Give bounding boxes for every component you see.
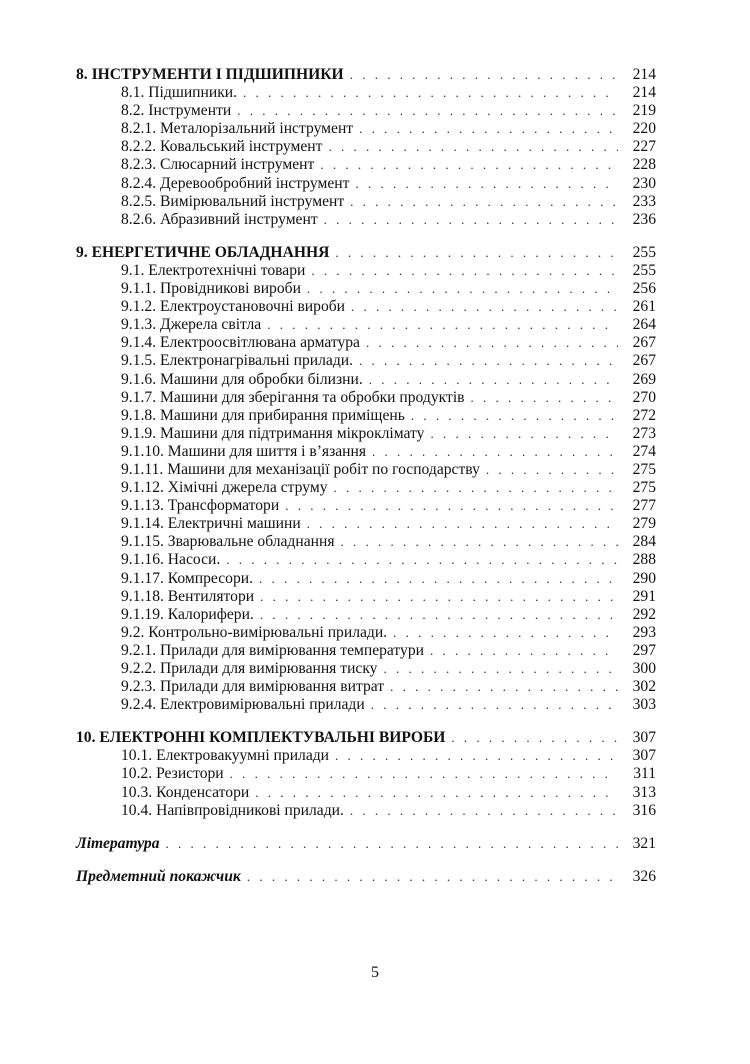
toc-entry-title: 9.1.6. Машини для обробки білизни. [121,370,363,388]
toc-entry [76,211,656,229]
toc-entry-page: 264 [632,316,656,334]
dot-leader [350,802,618,820]
toc-entry-title: 8. ІНСТРУМЕНТИ І ПІДШИПНИКИ [76,66,344,83]
toc-entry-page: 284 [632,533,656,551]
dot-leader [260,606,618,624]
dot-leader [285,497,618,515]
dot-leader [372,443,618,461]
toc-entry-title: Література [76,834,160,852]
toc-entry-page: 220 [632,120,656,138]
dot-leader [355,175,618,193]
toc-entry [76,298,656,316]
toc-literature [76,835,656,853]
toc-entry [76,551,656,569]
toc-entry-page: 307 [632,729,656,747]
dot-leader [259,570,618,588]
toc-entry-page: 274 [632,442,656,460]
toc-entry-page: 214 [632,84,656,102]
toc-entry-title: 8.2.3. Слюсарний інструмент [121,156,315,174]
toc-entry-title: 9.2.2. Прилади для вимірювання тиску [121,660,378,677]
dot-leader [311,262,618,280]
dot-leader [335,747,618,765]
dot-leader [247,868,618,886]
toc-entry [76,497,656,515]
toc-entry [76,334,656,352]
toc-entry [76,280,656,298]
toc-entry [76,102,656,120]
toc-entry [76,570,656,588]
toc-entry [76,642,656,660]
toc-entry [76,802,656,820]
toc-entry-page: 267 [632,334,656,352]
toc-entry-page: 219 [632,102,656,120]
toc-entry-title: 10.2. Резистори [121,765,224,783]
toc-entry-page: 233 [632,192,656,210]
dot-leader [243,84,618,102]
dot-leader [451,729,618,747]
toc-entry-title: 9.2. Контрольно-вимірювальні прилади. [121,623,388,641]
toc-entry-title: 9.1.5. Електронагрівальні прилади. [121,352,354,370]
toc-entry-title: 8.2.5. Вимірювальний інструмент [121,192,345,210]
toc-entry-title: 9.1.19. Калорифери. [121,605,254,623]
toc-entry-page: 293 [632,623,656,641]
dot-leader [430,425,618,443]
dot-leader [359,352,618,370]
dot-leader [320,156,618,174]
toc-entry-title: 9.1.3. Джерела світла [121,316,262,334]
toc-entry-title: 8.2. Інструменти [121,102,232,120]
toc-entry [76,443,656,461]
toc-entry [76,193,656,211]
dot-leader [307,515,618,533]
toc-chapter-9 [76,244,656,262]
toc-entry-title: 10.1. Електровакуумні прилади [121,747,330,765]
toc-entry-title: 9.1.2. Електроустановочні вироби [121,298,346,316]
toc-entry-title: 10.4. Напівпровідникові прилади. [121,801,344,819]
toc-entry-title: 10.3. Конденсатори [121,783,250,801]
toc-chapter-10 [76,729,656,747]
toc-entry-page: 303 [632,696,656,714]
toc-entry-page: 272 [632,406,656,424]
toc-entry [76,784,656,802]
toc-entry-page: 302 [632,678,656,696]
toc-entry [76,138,656,156]
toc-entry-title: Предметний покажчик [76,867,241,885]
dot-leader [260,588,618,606]
toc-entry [76,696,656,714]
toc-entry-title: 10. ЕЛЕКТРОННІ КОМПЛЕКТУВАЛЬНІ ВИРОБИ [76,729,446,747]
toc-entry-page: 236 [632,210,656,228]
dot-leader [267,316,618,334]
dot-leader [383,660,618,678]
toc-entry-page: 214 [632,66,656,83]
toc-entry [76,479,656,497]
toc-entry-title: 9.1.9. Машини для підтримання мікроклімату [121,424,425,442]
dot-leader [166,835,618,853]
toc-entry-page: 313 [632,783,656,801]
dot-leader [335,244,618,262]
dot-leader [393,624,618,642]
dot-leader [350,193,618,211]
toc-entry [76,533,656,551]
dot-leader [366,334,618,352]
toc-entry-title: 9.1.7. Машини для зберігання та обробки продуктів [121,388,465,406]
toc-entry-title: 8.2.6. Абразивний інструмент [121,210,318,228]
toc-entry [76,606,656,624]
toc-entry-page: 255 [632,261,656,279]
toc-entry-page: 311 [633,765,656,783]
toc-entry-title: 9.1.1. Провідникові вироби [121,280,301,298]
toc-entry [76,747,656,765]
toc-entry-page: 275 [632,479,656,497]
toc-entry-page: 230 [632,174,656,192]
toc-entry-title: 8.2.1. Металорізальний інструмент [121,120,354,138]
dot-leader [351,298,618,316]
toc-entry [76,515,656,533]
toc-entry-title: 9.2.3. Прилади для вимірювання витрат [121,678,385,696]
toc-entry [76,660,656,678]
toc-entry [76,624,656,642]
toc-entry-title: 8.2.4. Деревообробний інструмент [121,174,350,192]
toc-entry [76,678,656,696]
page-number: 5 [371,964,379,981]
toc-entry-page: 261 [632,298,656,316]
toc-entry [76,262,656,280]
toc-entry [76,175,656,193]
toc-entry-page: 297 [632,641,656,659]
dot-leader [328,138,618,156]
toc-entry-page: 316 [632,801,656,819]
toc-entry-title: 8.1. Підшипники. [121,84,238,102]
toc-entry-title: 9.1.13. Трансформатори [121,497,280,515]
toc-entry [76,407,656,425]
toc-entry-title: 9.1.8. Машини для прибирання приміщень [121,406,405,424]
dot-leader [390,678,618,696]
dot-leader [350,66,618,84]
toc-entry-title: 9.1.10. Машини для шиття і в’язання [121,442,367,460]
toc-entry [76,588,656,606]
dot-leader [369,371,618,389]
dot-leader [371,696,618,714]
dot-leader [237,102,618,120]
toc-chapter-8-items [76,84,656,229]
toc-entry-page: 256 [632,280,656,298]
toc-entry-page: 227 [632,138,656,156]
toc-chapter-10-items [76,747,656,819]
toc-entry-title: 8.2.2. Ковальський інструмент [121,138,323,156]
toc-entry-title: 9. ЕНЕРГЕТИЧНЕ ОБЛАДНАННЯ [76,243,330,261]
toc-entry [76,389,656,407]
dot-leader [226,551,618,569]
dot-leader [324,211,618,229]
toc-entry-page: 326 [632,867,656,885]
toc-entry-page: 290 [632,569,656,587]
dot-leader [359,120,618,138]
dot-leader [430,642,618,660]
toc-entry [76,352,656,370]
toc-entry-page: 279 [632,515,656,533]
table-of-contents [76,66,656,886]
toc-subject-index [76,868,656,886]
dot-leader [341,533,618,551]
toc-entry-title: 9.1. Електротехнічні товари [121,261,306,279]
toc-entry-title: 9.1.12. Хімічні джерела струму [121,479,328,497]
toc-entry-page: 307 [632,747,656,765]
toc-entry-page: 292 [632,605,656,623]
toc-entry [76,120,656,138]
toc-entry-page: 269 [632,370,656,388]
dot-leader [255,784,618,802]
dot-leader [334,479,618,497]
dot-leader [307,280,618,298]
toc-entry-page: 270 [632,388,656,406]
toc-entry-title: 9.1.18. Вентилятори [121,587,255,605]
toc-entry-page: 255 [632,243,656,261]
dot-leader [411,407,618,425]
dot-leader [230,765,618,783]
toc-entry [76,371,656,389]
toc-entry-title: 9.1.15. Зварювальне обладнання [121,533,335,551]
toc-entry-title: 9.1.14. Електричні машини [121,515,301,533]
toc-entry [76,765,656,783]
toc-entry [76,461,656,479]
toc-entry-title: 9.2.1. Прилади для вимірювання температури [121,641,424,659]
toc-chapter-9-items [76,262,656,714]
toc-chapter-8 [76,66,656,84]
toc-entry-title: 9.1.4. Електроосвітлювана арматура [121,334,360,352]
toc-entry-page: 228 [632,156,656,174]
toc-entry [76,84,656,102]
toc-entry-title: 9.1.16. Насоси. [121,551,221,569]
toc-entry-title: 9.1.17. Компресори. [121,569,253,587]
toc-entry [76,316,656,334]
toc-entry-page: 321 [632,834,656,852]
toc-entry-page: 267 [632,352,656,370]
dot-leader [471,389,618,407]
toc-entry [76,425,656,443]
toc-entry-title: 9.2.4. Електровимірювальні прилади [121,696,365,714]
toc-entry-page: 273 [632,424,656,442]
dot-leader [486,461,618,479]
toc-entry-page: 300 [632,660,656,677]
toc-entry-title: 9.1.11. Машини для механізації робіт по господарству [121,460,480,478]
toc-entry-page: 291 [632,587,656,605]
toc-entry [76,156,656,174]
toc-entry-page: 275 [632,460,656,478]
toc-entry-page: 277 [632,497,656,515]
toc-entry-page: 288 [632,551,656,569]
